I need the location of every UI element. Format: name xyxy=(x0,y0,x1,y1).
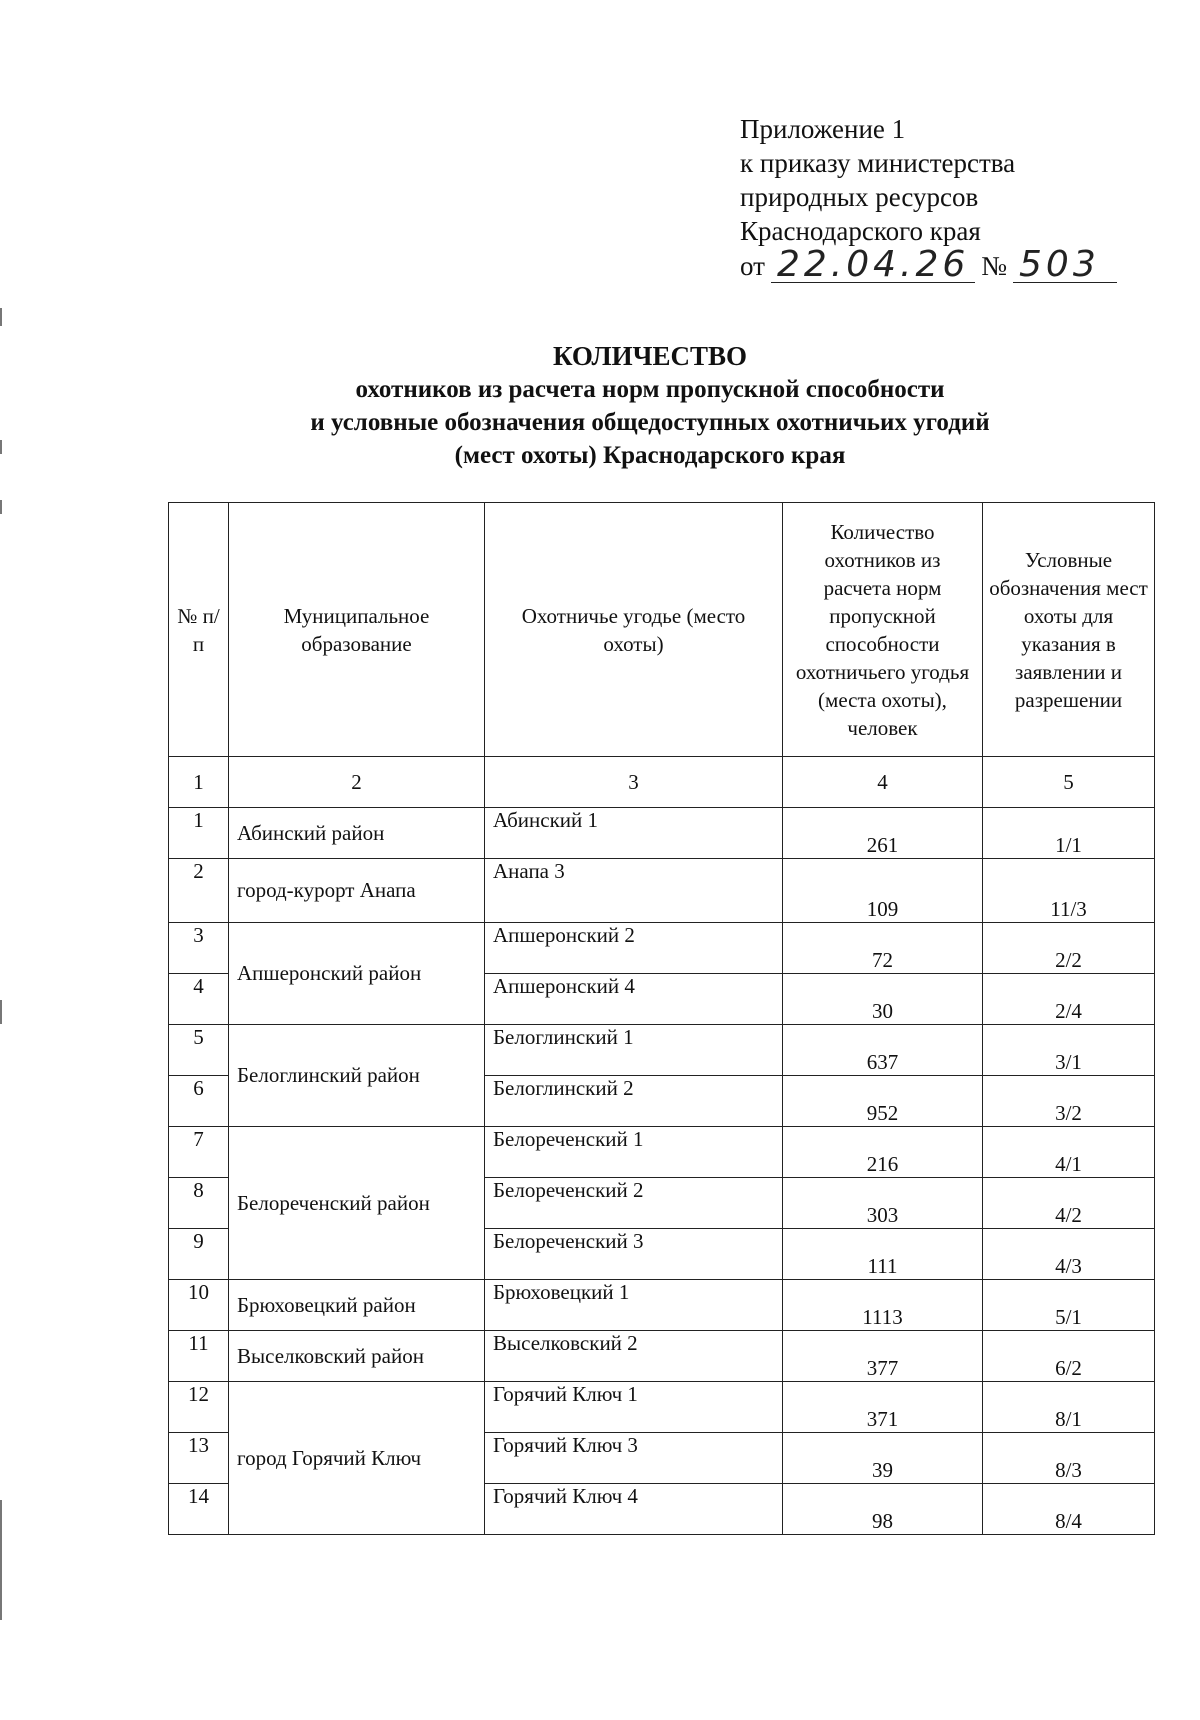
row-number: 1 xyxy=(169,808,229,859)
code-cell: 8/4 xyxy=(983,1484,1155,1535)
row-number: 7 xyxy=(169,1127,229,1178)
code-cell: 2/2 xyxy=(983,923,1155,974)
code-cell: 5/1 xyxy=(983,1280,1155,1331)
title-line: и условные обозначения общедоступных охотничьих угодий xyxy=(310,409,990,436)
count-cell: 261 xyxy=(783,808,983,859)
table-row xyxy=(169,1280,1155,1331)
count-cell: 111 xyxy=(783,1229,983,1280)
ground-cell: Белореченский 2 xyxy=(485,1178,783,1229)
municipality-cell: город-курорт Анапа xyxy=(229,859,485,923)
row-number: 10 xyxy=(169,1280,229,1331)
title-main: КОЛИЧЕСТВО xyxy=(552,341,748,371)
row-number: 11 xyxy=(169,1331,229,1382)
count-cell: 30 xyxy=(783,974,983,1025)
scan-edge-mark xyxy=(0,308,2,326)
column-number: 2 xyxy=(229,757,485,808)
ground-cell: Абинский 1 xyxy=(485,808,783,859)
header-ground: Охотничье угодье (место охоты) xyxy=(485,503,783,757)
appendix-line: природных ресурсов xyxy=(740,182,979,212)
ground-cell: Апшеронский 4 xyxy=(485,974,783,1025)
header-count: Количество охотников из расчета норм пропускной способности охотничьего угодья (места охоты), человек xyxy=(783,503,983,757)
hunting-grounds-table xyxy=(168,502,1155,1535)
handwritten-date: 22.04.26 xyxy=(771,248,975,283)
code-cell: 8/1 xyxy=(983,1382,1155,1433)
row-number: 13 xyxy=(169,1433,229,1484)
number-prefix: № xyxy=(981,251,1008,281)
count-cell: 377 xyxy=(783,1331,983,1382)
row-number: 8 xyxy=(169,1178,229,1229)
scan-edge-mark xyxy=(0,500,2,514)
municipality-cell: город Горячий Ключ xyxy=(229,1382,485,1535)
count-cell: 303 xyxy=(783,1178,983,1229)
table-row xyxy=(169,1331,1155,1382)
scan-edge-mark xyxy=(0,1000,2,1024)
handwritten-number: 503 xyxy=(1013,248,1117,283)
municipality-cell: Белоглинский район xyxy=(229,1025,485,1127)
count-cell: 371 xyxy=(783,1382,983,1433)
ground-cell: Апшеронский 2 xyxy=(485,923,783,974)
appendix-line: Краснодарского края xyxy=(740,216,981,246)
code-cell: 3/2 xyxy=(983,1076,1155,1127)
ground-cell: Белоглинский 2 xyxy=(485,1076,783,1127)
table-row xyxy=(169,859,1155,923)
scan-edge-mark xyxy=(0,1500,2,1620)
ground-cell: Горячий Ключ 3 xyxy=(485,1433,783,1484)
row-number: 5 xyxy=(169,1025,229,1076)
column-number: 1 xyxy=(169,757,229,808)
ground-cell: Анапа 3 xyxy=(485,859,783,923)
row-number: 4 xyxy=(169,974,229,1025)
count-cell: 216 xyxy=(783,1127,983,1178)
municipality-cell: Брюховецкий район xyxy=(229,1280,485,1331)
date-prefix: от xyxy=(740,251,765,281)
municipality-cell: Выселковский район xyxy=(229,1331,485,1382)
code-cell: 11/3 xyxy=(983,859,1155,923)
code-cell: 2/4 xyxy=(983,974,1155,1025)
row-number: 6 xyxy=(169,1076,229,1127)
order-date-line xyxy=(740,244,1117,285)
row-number: 2 xyxy=(169,859,229,923)
count-cell: 98 xyxy=(783,1484,983,1535)
count-cell: 39 xyxy=(783,1433,983,1484)
table-row xyxy=(169,923,1155,974)
municipality-cell: Абинский район xyxy=(229,808,485,859)
code-cell: 6/2 xyxy=(983,1331,1155,1382)
appendix-line: к приказу министерства xyxy=(740,148,1016,178)
count-cell: 72 xyxy=(783,923,983,974)
code-cell: 1/1 xyxy=(983,808,1155,859)
column-number: 4 xyxy=(783,757,983,808)
ground-cell: Брюховецкий 1 xyxy=(485,1280,783,1331)
header-municipality: Муниципальное образование xyxy=(229,503,485,757)
count-cell: 637 xyxy=(783,1025,983,1076)
document-title xyxy=(150,340,1150,472)
table-row xyxy=(169,1382,1155,1433)
row-number: 9 xyxy=(169,1229,229,1280)
row-number: 14 xyxy=(169,1484,229,1535)
ground-cell: Белоглинский 1 xyxy=(485,1025,783,1076)
code-cell: 4/1 xyxy=(983,1127,1155,1178)
column-number: 3 xyxy=(485,757,783,808)
title-line: (мест охоты) Краснодарского края xyxy=(454,442,846,469)
code-cell: 3/1 xyxy=(983,1025,1155,1076)
header-code: Условные обозначения мест охоты для указания в заявлении и разрешении xyxy=(983,503,1155,757)
table-row xyxy=(169,808,1155,859)
ground-cell: Белореченский 1 xyxy=(485,1127,783,1178)
ground-cell: Горячий Ключ 4 xyxy=(485,1484,783,1535)
ground-cell: Горячий Ключ 1 xyxy=(485,1382,783,1433)
appendix-line: Приложение 1 xyxy=(740,114,906,144)
column-number: 5 xyxy=(983,757,1155,808)
column-number-row xyxy=(169,757,1155,808)
title-line: охотников из расчета норм пропускной способности xyxy=(355,376,945,403)
ground-cell: Выселковский 2 xyxy=(485,1331,783,1382)
count-cell: 1113 xyxy=(783,1280,983,1331)
appendix-header xyxy=(740,112,1117,283)
header-no: № п/п xyxy=(169,503,229,757)
count-cell: 952 xyxy=(783,1076,983,1127)
code-cell: 4/2 xyxy=(983,1178,1155,1229)
municipality-cell: Апшеронский район xyxy=(229,923,485,1025)
code-cell: 4/3 xyxy=(983,1229,1155,1280)
table-row xyxy=(169,1025,1155,1076)
scan-edge-mark xyxy=(0,440,2,454)
count-cell: 109 xyxy=(783,859,983,923)
row-number: 3 xyxy=(169,923,229,974)
table-header-row xyxy=(169,503,1155,757)
table-row xyxy=(169,1127,1155,1178)
code-cell: 8/3 xyxy=(983,1433,1155,1484)
ground-cell: Белореченский 3 xyxy=(485,1229,783,1280)
municipality-cell: Белореченский район xyxy=(229,1127,485,1280)
row-number: 12 xyxy=(169,1382,229,1433)
